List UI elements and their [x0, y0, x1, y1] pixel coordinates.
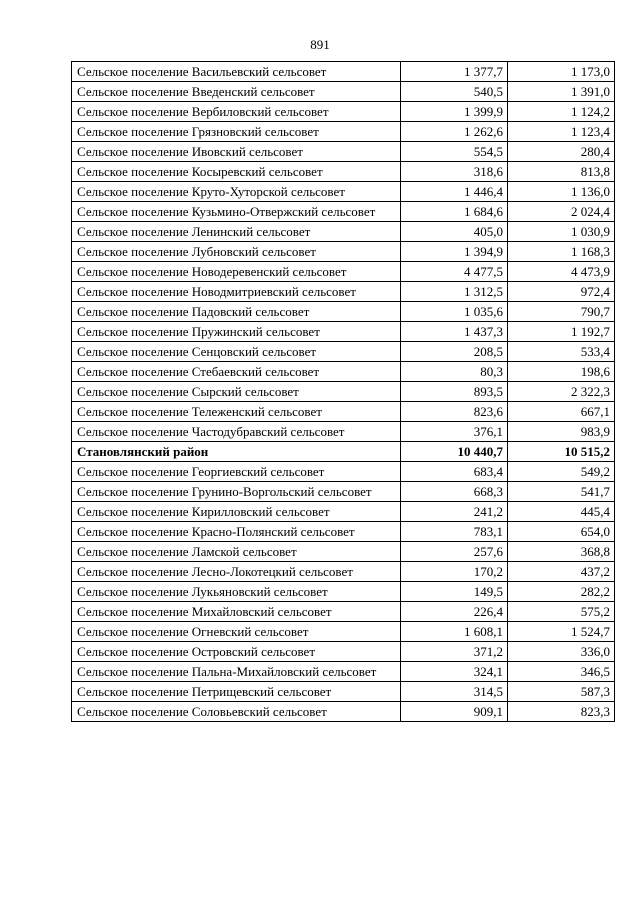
value-cell-1: 1 262,6 — [400, 122, 507, 142]
table-row — [72, 422, 615, 442]
value-cell-1: 149,5 — [400, 582, 507, 602]
settlement-name-cell: Сельское поселение Падовский сельсовет — [72, 302, 401, 322]
value-cell-1: 4 477,5 — [400, 262, 507, 282]
settlement-name-cell: Сельское поселение Новодмитриевский сельсовет — [72, 282, 401, 302]
value-cell-2: 533,4 — [507, 342, 614, 362]
table-row — [72, 82, 615, 102]
settlement-name-cell: Сельское поселение Косыревский сельсовет — [72, 162, 401, 182]
value-cell-2: 282,2 — [507, 582, 614, 602]
value-cell-2: 983,9 — [507, 422, 614, 442]
settlement-name-cell: Сельское поселение Ивовский сельсовет — [72, 142, 401, 162]
table-row — [72, 302, 615, 322]
value-cell-1: 1 377,7 — [400, 62, 507, 82]
table-row — [72, 642, 615, 662]
settlement-name-cell: Сельское поселение Кирилловский сельсовет — [72, 502, 401, 522]
settlement-name-cell: Сельское поселение Ламской сельсовет — [72, 542, 401, 562]
table-row — [72, 622, 615, 642]
table-row — [72, 242, 615, 262]
value-cell-1: 257,6 — [400, 542, 507, 562]
settlement-name-cell: Сельское поселение Пальна-Михайловский сельсовет — [72, 662, 401, 682]
settlement-name-cell: Сельское поселение Грязновский сельсовет — [72, 122, 401, 142]
value-cell-1: 318,6 — [400, 162, 507, 182]
value-cell-2: 823,3 — [507, 702, 614, 722]
value-cell-2: 2 322,3 — [507, 382, 614, 402]
settlement-name-cell: Сельское поселение Вербиловский сельсовет — [72, 102, 401, 122]
value-cell-2: 1 168,3 — [507, 242, 614, 262]
value-cell-1: 1 437,3 — [400, 322, 507, 342]
table-row — [72, 402, 615, 422]
value-cell-2: 549,2 — [507, 462, 614, 482]
table-row — [72, 702, 615, 722]
value-cell-2: 1 173,0 — [507, 62, 614, 82]
settlement-name-cell: Сельское поселение Соловьевский сельсовет — [72, 702, 401, 722]
table-row — [72, 462, 615, 482]
value-cell-1: 893,5 — [400, 382, 507, 402]
settlement-name-cell: Сельское поселение Ленинский сельсовет — [72, 222, 401, 242]
value-cell-2: 1 123,4 — [507, 122, 614, 142]
table-row — [72, 602, 615, 622]
value-cell-2: 541,7 — [507, 482, 614, 502]
value-cell-2: 4 473,9 — [507, 262, 614, 282]
value-cell-2: 2 024,4 — [507, 202, 614, 222]
value-cell-1: 80,3 — [400, 362, 507, 382]
value-cell-1: 170,2 — [400, 562, 507, 582]
value-cell-1: 1 399,9 — [400, 102, 507, 122]
table-row — [72, 582, 615, 602]
settlement-name-cell: Сельское поселение Новодеревенский сельсовет — [72, 262, 401, 282]
settlement-name-cell: Сельское поселение Грунино-Воргольский сельсовет — [72, 482, 401, 502]
table-row — [72, 162, 615, 182]
value-cell-2: 1 124,2 — [507, 102, 614, 122]
table-row — [72, 102, 615, 122]
value-cell-1: 554,5 — [400, 142, 507, 162]
value-cell-2: 1 192,7 — [507, 322, 614, 342]
value-cell-2: 198,6 — [507, 362, 614, 382]
table-row — [72, 222, 615, 242]
table-row — [72, 322, 615, 342]
value-cell-1: 783,1 — [400, 522, 507, 542]
value-cell-2: 972,4 — [507, 282, 614, 302]
table-body — [72, 62, 615, 722]
value-cell-2: 368,8 — [507, 542, 614, 562]
value-cell-2: 1 136,0 — [507, 182, 614, 202]
value-cell-1: 371,2 — [400, 642, 507, 662]
value-cell-2: 346,5 — [507, 662, 614, 682]
value-cell-2: 336,0 — [507, 642, 614, 662]
table-row — [72, 382, 615, 402]
table-row — [72, 362, 615, 382]
value-cell-1: 823,6 — [400, 402, 507, 422]
value-cell-2: 10 515,2 — [507, 442, 614, 462]
value-cell-2: 280,4 — [507, 142, 614, 162]
district-total-row — [72, 442, 615, 462]
settlement-name-cell: Сельское поселение Пружинский сельсовет — [72, 322, 401, 342]
table-row — [72, 282, 615, 302]
value-cell-1: 540,5 — [400, 82, 507, 102]
value-cell-1: 1 446,4 — [400, 182, 507, 202]
settlement-name-cell: Сельское поселение Лубновский сельсовет — [72, 242, 401, 262]
value-cell-2: 813,8 — [507, 162, 614, 182]
settlement-name-cell: Сельское поселение Тележенский сельсовет — [72, 402, 401, 422]
table-row — [72, 342, 615, 362]
page-number: 891 — [310, 37, 330, 52]
value-cell-2: 437,2 — [507, 562, 614, 582]
settlement-name-cell: Сельское поселение Частодубравский сельсовет — [72, 422, 401, 442]
table-row — [72, 682, 615, 702]
table-row — [72, 202, 615, 222]
settlement-name-cell: Сельское поселение Георгиевский сельсовет — [72, 462, 401, 482]
value-cell-1: 314,5 — [400, 682, 507, 702]
value-cell-1: 909,1 — [400, 702, 507, 722]
settlement-name-cell: Становлянский район — [72, 442, 401, 462]
value-cell-2: 1 524,7 — [507, 622, 614, 642]
settlement-name-cell: Сельское поселение Лесно-Локотецкий сельсовет — [72, 562, 401, 582]
value-cell-1: 1 684,6 — [400, 202, 507, 222]
settlement-name-cell: Сельское поселение Сенцовский сельсовет — [72, 342, 401, 362]
value-cell-1: 668,3 — [400, 482, 507, 502]
value-cell-2: 575,2 — [507, 602, 614, 622]
settlement-name-cell: Сельское поселение Петрищевский сельсовет — [72, 682, 401, 702]
value-cell-2: 667,1 — [507, 402, 614, 422]
table-row — [72, 662, 615, 682]
table-row — [72, 482, 615, 502]
settlement-name-cell: Сельское поселение Круто-Хуторской сельсовет — [72, 182, 401, 202]
settlement-name-cell: Сельское поселение Сырский сельсовет — [72, 382, 401, 402]
settlement-name-cell: Сельское поселение Огневский сельсовет — [72, 622, 401, 642]
settlement-name-cell: Сельское поселение Островский сельсовет — [72, 642, 401, 662]
table-row — [72, 262, 615, 282]
value-cell-1: 1 608,1 — [400, 622, 507, 642]
value-cell-1: 1 312,5 — [400, 282, 507, 302]
value-cell-2: 587,3 — [507, 682, 614, 702]
settlement-name-cell: Сельское поселение Стебаевский сельсовет — [72, 362, 401, 382]
table-row — [72, 122, 615, 142]
value-cell-1: 405,0 — [400, 222, 507, 242]
value-cell-1: 1 394,9 — [400, 242, 507, 262]
value-cell-2: 1 030,9 — [507, 222, 614, 242]
value-cell-1: 1 035,6 — [400, 302, 507, 322]
value-cell-1: 376,1 — [400, 422, 507, 442]
table-row — [72, 502, 615, 522]
table-row — [72, 522, 615, 542]
value-cell-1: 324,1 — [400, 662, 507, 682]
table-row — [72, 62, 615, 82]
value-cell-1: 208,5 — [400, 342, 507, 362]
settlement-name-cell: Сельское поселение Васильевский сельсовет — [72, 62, 401, 82]
value-cell-2: 654,0 — [507, 522, 614, 542]
value-cell-2: 445,4 — [507, 502, 614, 522]
settlement-name-cell: Сельское поселение Лукьяновский сельсовет — [72, 582, 401, 602]
table-row — [72, 562, 615, 582]
value-cell-1: 10 440,7 — [400, 442, 507, 462]
table-row — [72, 142, 615, 162]
value-cell-2: 1 391,0 — [507, 82, 614, 102]
settlement-name-cell: Сельское поселение Михайловский сельсовет — [72, 602, 401, 622]
settlement-name-cell: Сельское поселение Кузьмино-Отвержский сельсовет — [72, 202, 401, 222]
value-cell-1: 226,4 — [400, 602, 507, 622]
value-cell-1: 683,4 — [400, 462, 507, 482]
table-row — [72, 182, 615, 202]
budget-table — [71, 61, 615, 722]
table-row — [72, 542, 615, 562]
value-cell-2: 790,7 — [507, 302, 614, 322]
settlement-name-cell: Сельское поселение Красно-Полянский сельсовет — [72, 522, 401, 542]
settlement-name-cell: Сельское поселение Введенский сельсовет — [72, 82, 401, 102]
value-cell-1: 241,2 — [400, 502, 507, 522]
